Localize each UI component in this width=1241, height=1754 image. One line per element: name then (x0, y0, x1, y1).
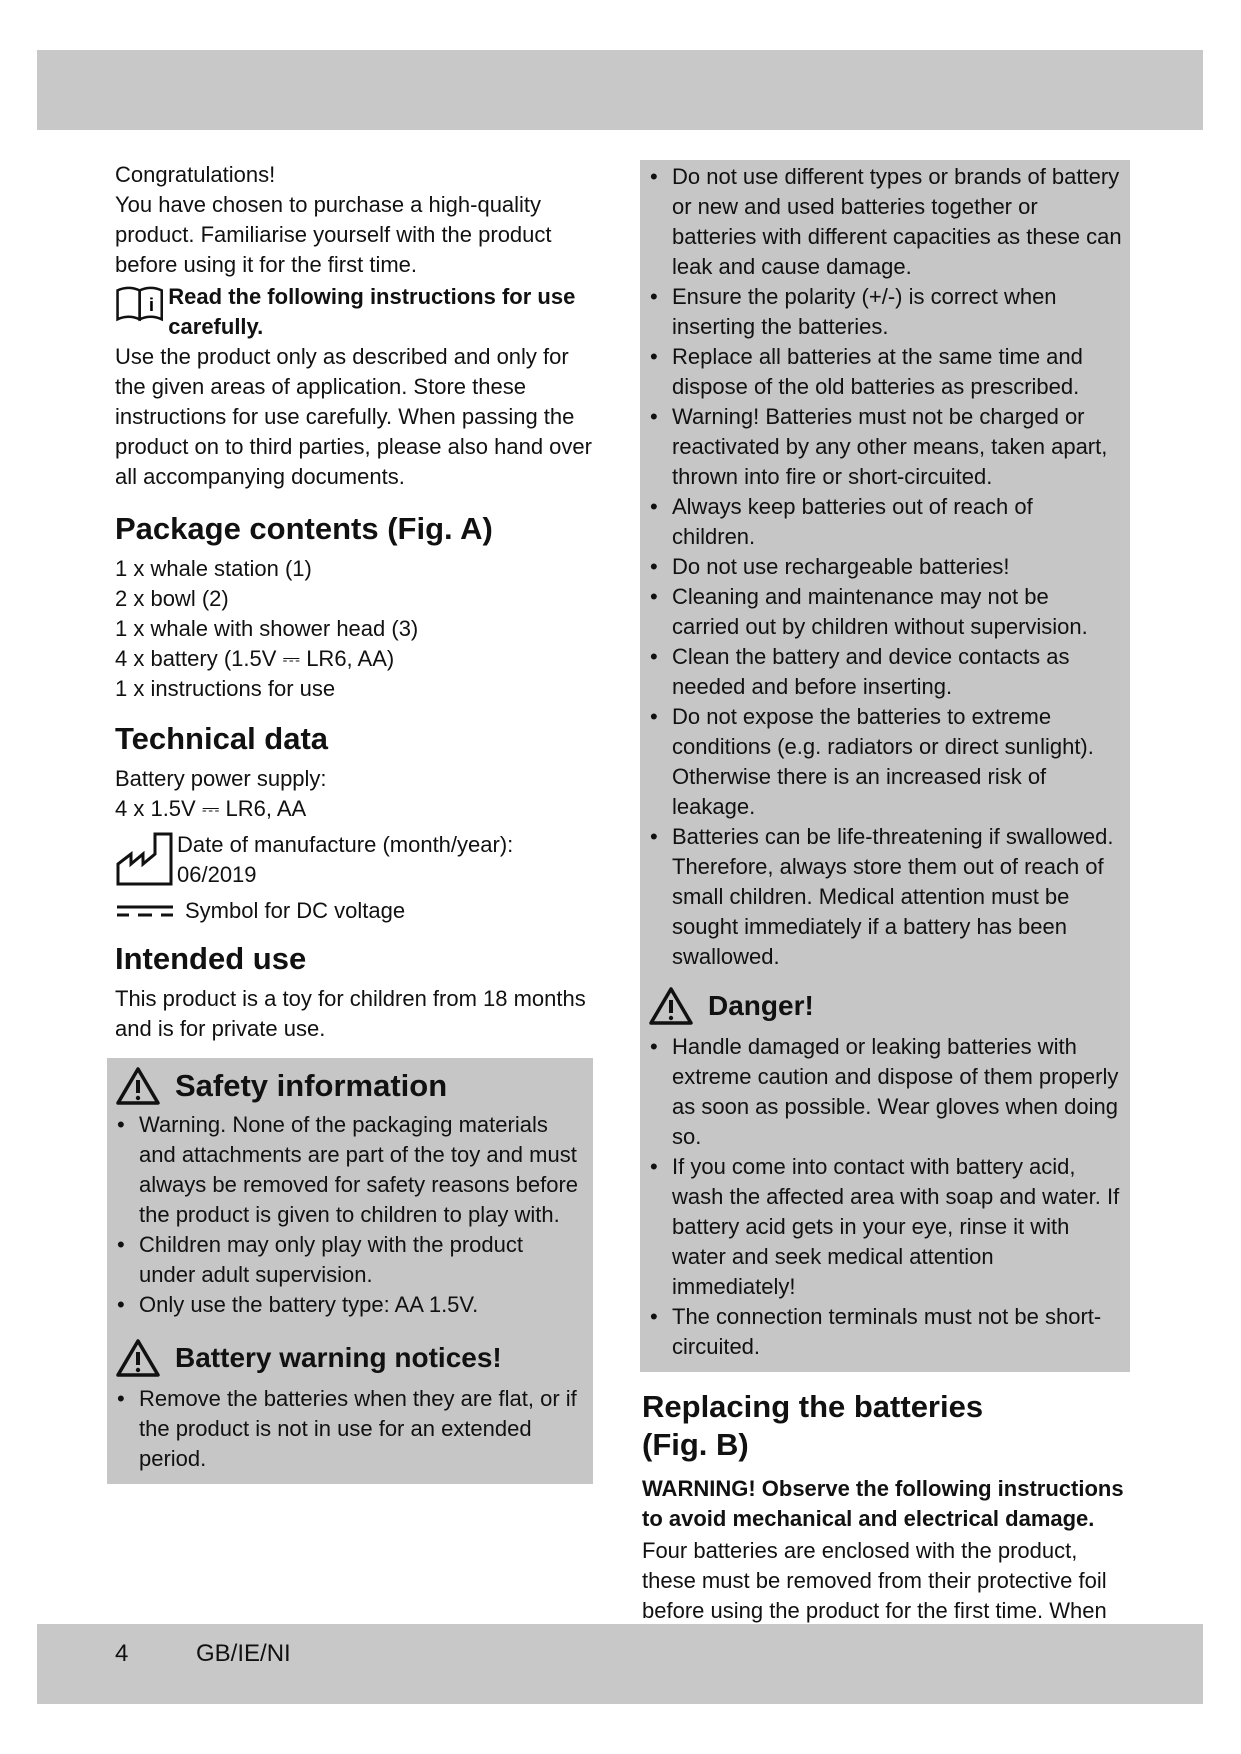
technical-heading: Technical data (115, 721, 329, 756)
safety-item: • Only use the battery type: AA 1.5V. (115, 1290, 581, 1320)
factory-icon (115, 830, 175, 888)
power-label: Battery power supply: (115, 766, 327, 791)
battery-warning-item: • Ensure the polarity (+/-) is correct when inserting the batteries. (648, 282, 1122, 342)
safety-item: • Warning. None of the packaging materials and attachments are part of the toy and must always be removed for safety reasons before the product is given to children to play with. (115, 1110, 581, 1230)
manufacture-date-value: 06/2019 (177, 862, 257, 887)
safety-heading: Safety information (175, 1068, 448, 1103)
battery-warning-item: • Cleaning and maintenance may not be carried out by children without supervision. (648, 582, 1122, 642)
dc-symbol-row (115, 896, 600, 926)
battery-warning-item: • Clean the battery and device contacts as needed and before inserting. (648, 642, 1122, 702)
battery-warning-header (115, 1338, 581, 1378)
power-value: 4 x 1.5V ⎓ LR6, AA (115, 796, 307, 821)
manufacture-date-label: Date of manufacture (month/year): (177, 832, 514, 857)
warning-triangle-icon (648, 986, 694, 1026)
package-item: 4 x battery (1.5V ⎓ LR6, AA) (115, 646, 395, 671)
danger-list (648, 1032, 1122, 1362)
package-heading: Package contents (Fig. A) (115, 511, 493, 546)
read-instructions-icon (115, 282, 164, 326)
battery-warning-item: • Replace all batteries at the same time and dispose of the old batteries as prescribed. (648, 342, 1122, 402)
battery-warning-item: • Remove the batteries when they are flat, or if the product is not in use for an extended period. (115, 1384, 581, 1474)
intended-text: This product is a toy for children from 18 months and is for private use. (115, 986, 586, 1041)
warning-triangle-icon (115, 1066, 161, 1106)
battery-warning-item: • Warning! Batteries must not be charged or reactivated by any other means, taken apart, thrown into fire or short-circuited. (648, 402, 1122, 492)
safety-header (115, 1066, 581, 1106)
page-number: 4 (115, 1640, 129, 1667)
safety-list (115, 1110, 581, 1320)
svg-text:i: i (148, 293, 155, 315)
package-item: 1 x whale station (1) (115, 556, 312, 581)
battery-warning-item: • Do not expose the batteries to extreme conditions (e.g. radiators or direct sunlight). Otherwise there is an increased risk of leakage. (648, 702, 1122, 822)
right-column (642, 160, 1130, 1656)
replacing-warning: WARNING! Observe the following instructions to avoid mechanical and electrical damage. (642, 1476, 1124, 1531)
dc-voltage-icon (115, 901, 177, 921)
header-band (37, 50, 1203, 130)
battery-warning-item: • Do not use rechargeable batteries! (648, 552, 1122, 582)
danger-item: • If you come into contact with battery acid, wash the affected area with soap and water. If battery acid gets in your eye, rinse it with water and seek medical attention immediately! (648, 1152, 1122, 1302)
battery-warning-item: • Always keep batteries out of reach of children. (648, 492, 1122, 552)
intro-congrats: Congratulations! (115, 162, 276, 187)
read-notice-text: Read the following instructions for use carefully. (168, 284, 576, 339)
battery-warning-list-right (648, 162, 1122, 972)
battery-warning-item: • Do not use different types or brands of battery or new and used batteries together or batteries with different capacities as these can leak and cause damage. (648, 162, 1122, 282)
package-item: 1 x whale with shower head (3) (115, 616, 419, 641)
battery-notices-box (640, 160, 1130, 1372)
battery-warning-item: • Batteries can be life-threatening if swallowed. Therefore, always store them out of reach of small children. Medical attention must be sought immediately if a battery has been swallowed. (648, 822, 1122, 972)
package-item: 1 x instructions for use (115, 676, 336, 701)
read-notice (115, 282, 600, 342)
safety-box (107, 1058, 593, 1484)
danger-item: • The connection terminals must not be short-circuited. (648, 1302, 1122, 1362)
danger-heading: Danger! (708, 990, 814, 1021)
usage-text: Use the product only as described and only for the given areas of application. Store these instructions for use carefully. When passing the product on to third parties, please also hand over all accompanying documents. (115, 344, 592, 489)
manufacture-date-row (115, 830, 600, 890)
replacing-heading: Replacing the batteries (Fig. B) (642, 1389, 984, 1462)
package-list (115, 554, 600, 704)
intro-text: You have chosen to purchase a high-quality product. Familiarise yourself with the product before using it for the first time. (115, 192, 552, 277)
danger-header (648, 986, 1122, 1026)
warning-triangle-icon (115, 1338, 161, 1378)
danger-item: • Handle damaged or leaking batteries with extreme caution and dispose of them properly as soon as possible. Wear gloves when doing so. (648, 1032, 1122, 1152)
safety-item: • Children may only play with the product under adult supervision. (115, 1230, 581, 1290)
dc-symbol-label: Symbol for DC voltage (185, 898, 406, 923)
battery-warning-list-left (115, 1384, 581, 1474)
left-column (115, 160, 600, 1484)
battery-warning-heading: Battery warning notices! (175, 1342, 502, 1373)
replacing-text: Four batteries are enclosed with the product, these must be removed from their protective foil before using the product for the first time. When (642, 1538, 1107, 1623)
region-code: GB/IE/NI (196, 1640, 291, 1667)
package-item: 2 x bowl (2) (115, 586, 229, 611)
intended-heading: Intended use (115, 941, 307, 976)
